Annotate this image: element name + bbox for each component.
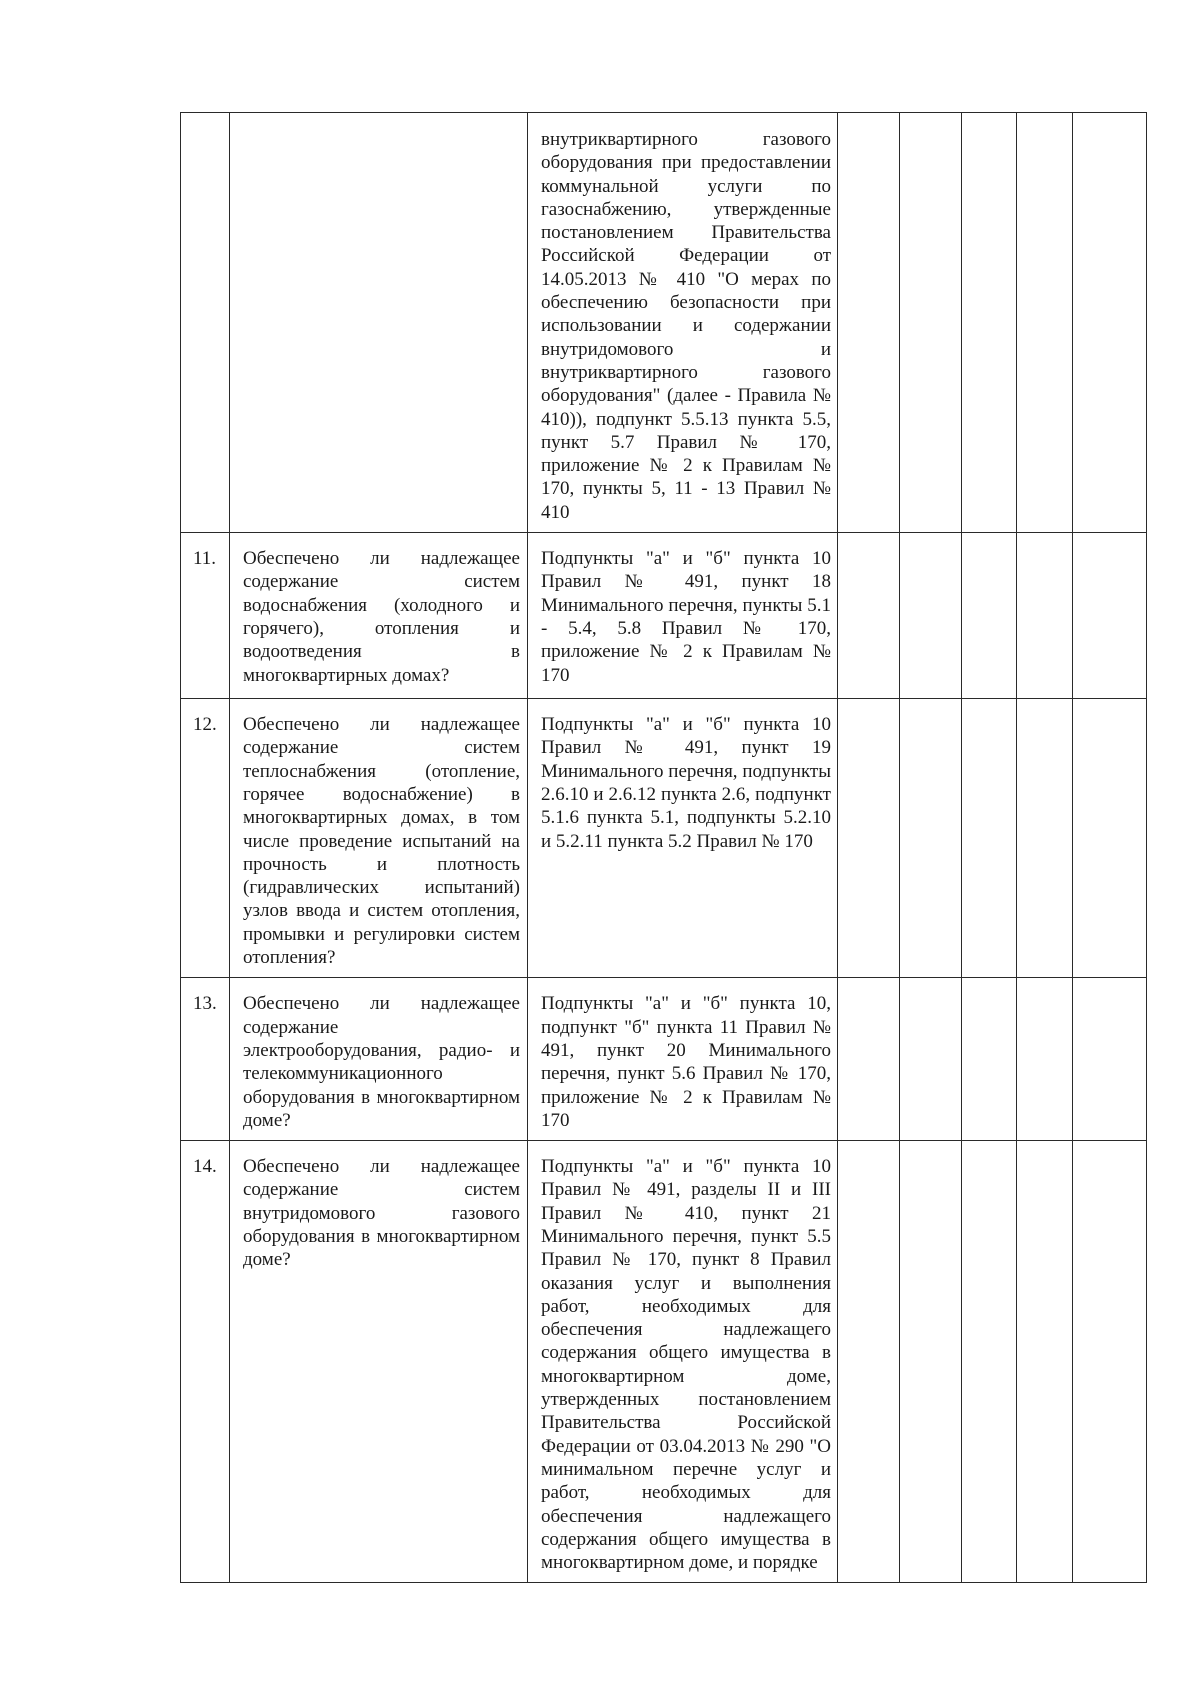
answer-cell-yes — [838, 113, 900, 533]
table-row — [181, 1141, 1147, 1583]
answer-cell-yes — [838, 699, 900, 978]
answer-cell-yes — [838, 978, 900, 1141]
row-number: 11. — [193, 548, 217, 570]
reference-cell — [528, 978, 838, 1141]
row-number-cell — [181, 1141, 230, 1583]
row-number — [181, 113, 229, 127]
notes-cell — [1073, 533, 1147, 699]
checklist-table — [180, 112, 1147, 1583]
reference-text: Подпункты "а" и "б" пункта 10 Правил № 491, разделы II и III Правил № 410, пункт 21 Минимального перечня, пункт 5.5 Правил № 170, пункт 8 Правил оказания услуг и выполнения работ, необходимых для обеспечения надлежащего содержания общего имущества в многоквартирном доме, утвержденных постановлением Правительства Российской Федерации от 03.04.2013 № 290 "О минимальном перечне услуг и работ, необходимых для обеспечения надлежащего содержания общего имущества в многоквартирном доме, и порядке — [541, 1156, 831, 1574]
answer-cell-extra — [1017, 113, 1073, 533]
table-row — [181, 533, 1147, 699]
answer-cell-extra — [1017, 1141, 1073, 1583]
reference-cell — [528, 533, 838, 699]
question-cell — [230, 699, 528, 978]
row-number-cell — [181, 113, 230, 533]
notes-cell — [1073, 113, 1147, 533]
answer-cell-no — [900, 699, 962, 978]
question-cell — [230, 533, 528, 699]
answer-cell-not-applicable — [962, 533, 1017, 699]
question-cell — [230, 1141, 528, 1583]
row-number-cell — [181, 699, 230, 978]
table-row — [181, 699, 1147, 978]
row-number: 13. — [193, 993, 217, 1015]
reference-text: Подпункты "а" и "б" пункта 10, подпункт "б" пункта 11 Правил № 491, пункт 20 Минимального перечня, пункт 5.6 Правил № 170, приложение № 2 к Правилам № 170 — [541, 993, 831, 1131]
reference-cell — [528, 1141, 838, 1583]
notes-cell — [1073, 1141, 1147, 1583]
answer-cell-extra — [1017, 533, 1073, 699]
answer-cell-no — [900, 978, 962, 1141]
answer-cell-not-applicable — [962, 699, 1017, 978]
question-text — [230, 113, 527, 135]
answer-cell-not-applicable — [962, 978, 1017, 1141]
question-text: Обеспечено ли надлежащее содержание систем водоснабжения (холодного и горячего), отопления и водоотведения в многоквартирных домах? — [243, 548, 520, 686]
answer-cell-no — [900, 533, 962, 699]
reference-text: Подпункты "а" и "б" пункта 10 Правил № 491, пункт 18 Минимального перечня, пункты 5.1 - 5.4, 5.8 Правил № 170, приложение № 2 к Правилам № 170 — [541, 548, 831, 686]
answer-cell-no — [900, 1141, 962, 1583]
row-number: 14. — [193, 1156, 217, 1178]
reference-text: Подпункты "а" и "б" пункта 10 Правил № 491, пункт 19 Минимального перечня, подпункты 2.6.10 и 2.6.12 пункта 2.6, подпункт 5.1.6 пункта 5.1, подпункты 5.2.10 и 5.2.11 пункта 5.2 Правил № 170 — [541, 714, 831, 852]
answer-cell-extra — [1017, 978, 1073, 1141]
row-number-cell — [181, 533, 230, 699]
answer-cell-yes — [838, 1141, 900, 1583]
notes-cell — [1073, 699, 1147, 978]
question-text: Обеспечено ли надлежащее содержание систем внутридомового газового оборудования в многоквартирном доме? — [243, 1156, 520, 1271]
answer-cell-not-applicable — [962, 1141, 1017, 1583]
question-text: Обеспечено ли надлежащее содержание электрооборудования, радио- и телекоммуникационного оборудования в многоквартирном доме? — [243, 993, 520, 1131]
row-number: 12. — [193, 714, 217, 736]
question-text: Обеспечено ли надлежащее содержание систем теплоснабжения (отопление, горячее водоснабжение) в многоквартирных домах, в том числе проведение испытаний на прочность и плотность (гидравлических испытаний) узлов ввода и систем отопления, промывки и регулировки систем отопления? — [243, 714, 520, 969]
question-cell — [230, 113, 528, 533]
notes-cell — [1073, 978, 1147, 1141]
answer-cell-no — [900, 113, 962, 533]
question-cell — [230, 978, 528, 1141]
table-row — [181, 113, 1147, 533]
answer-cell-not-applicable — [962, 113, 1017, 533]
row-number-cell — [181, 978, 230, 1141]
reference-cell — [528, 113, 838, 533]
reference-text: внутриквартирного газового оборудования при предоставлении коммунальной услуги по газоснабжению, утвержденные постановлением Правительства Российской Федерации от 14.05.2013 № 410 "О мерах по обеспечению безопасности при использовании и содержании внутридомового и внутриквартирного газового оборудования" (далее - Правила № 410)), подпункт 5.5.13 пункта 5.5, пункт 5.7 Правил № 170, приложение № 2 к Правилам № 170, пункты 5, 11 - 13 Правил № 410 — [541, 129, 831, 523]
answer-cell-extra — [1017, 699, 1073, 978]
table-row — [181, 978, 1147, 1141]
reference-cell — [528, 699, 838, 978]
answer-cell-yes — [838, 533, 900, 699]
